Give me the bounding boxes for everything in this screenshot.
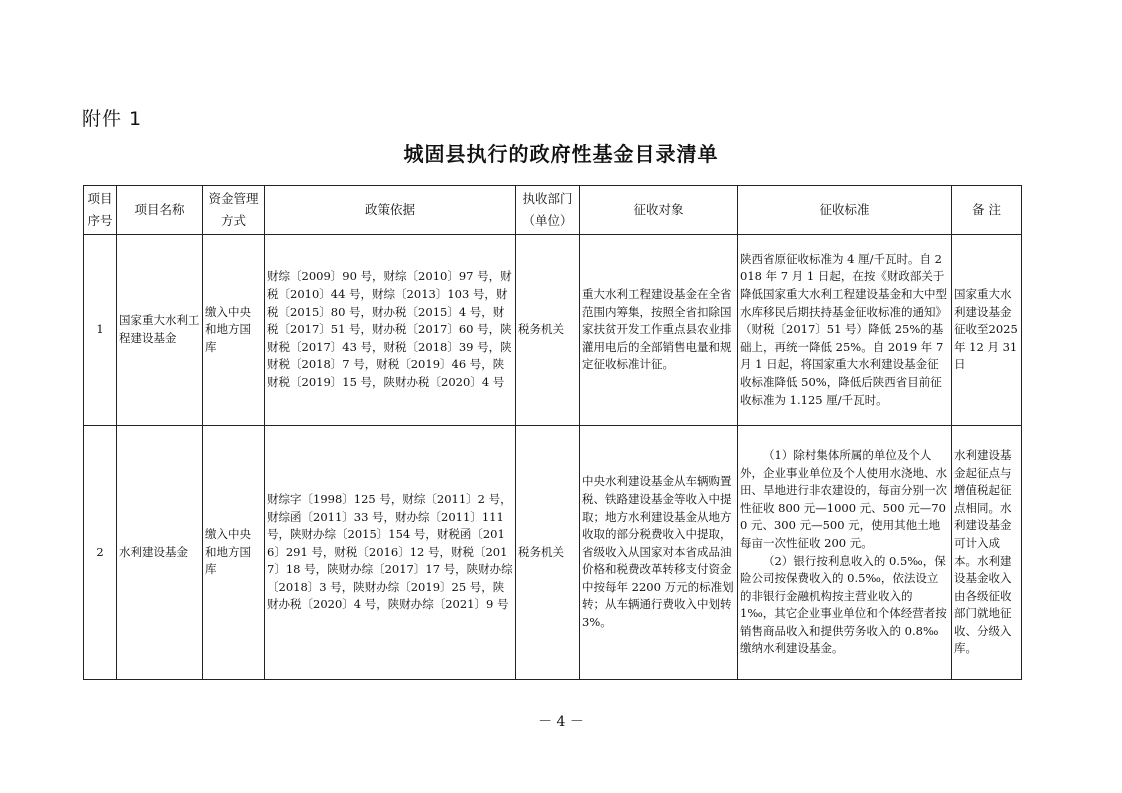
cell-basis: 财综〔2009〕90 号，财综〔2010〕97 号，财税〔2010〕44 号，财综〔2013〕103 号，财税〔2015〕80 号，财办税〔2015〕4 号，财税〔2017〕51 号，财办税〔2017〕60 号，陕财税〔2017〕43 号，财税〔2018〕39 号，陕财税〔2018〕7 号，财税〔2019〕46 号，陕财税〔2019〕15 号，陕财办税〔2020〕4 号: [265, 235, 516, 426]
header-name: 项目名称: [117, 186, 203, 235]
cell-dept: 税务机关: [516, 426, 580, 680]
standard-paragraph-2: （2）银行按利息收入的 0.5‰，保险公司按保费收入的 0.5‰，依法设立的非银行金融机构按主营业收入的 1‰，其它企业事业单位和个体经营者按销售商品收入和提供劳务收入的 0.8‰缴纳水利建设基金。: [740, 553, 947, 656]
header-dept: 执收部门（单位）: [516, 186, 580, 235]
header-remark: 备 注: [952, 186, 1022, 235]
header-mgmt: 资金管理方式: [203, 186, 265, 235]
cell-dept: 税务机关: [516, 235, 580, 426]
table-row: [84, 235, 1022, 426]
cell-remark: 水利建设基金起征点与增值税起征点相同。水利建设基金可计入成本。水利建设基金收入由各级征收部门就地征收、分级入库。: [952, 426, 1022, 680]
cell-remark: 国家重大水利建设基金征收至2025 年 12 月 31 日: [952, 235, 1022, 426]
cell-mgmt: 缴入中央和地方国库: [203, 235, 265, 426]
fund-catalog-table: [83, 185, 1022, 680]
cell-target: 重大水利工程建设基金在全省范围内筹集，按照全省扣除国家扶贫开发工作重点县农业排灌用电后的全部销售电量和规定征收标准计征。: [580, 235, 738, 426]
table-header-row: [84, 186, 1022, 235]
cell-standard: 陕西省原征收标准为 4 厘/千瓦时。自 2018 年 7 月 1 日起，在按《财政部关于降低国家重大水利工程建设基金和大中型水库移民后期扶持基金征收标准的通知》（财税〔2017〕51 号）降低 25%的基础上，再统一降低 25%。自 2019 年 7 月 1 日起，将国家重大水利建设基金征收标准降低 50%，降低后陕西省目前征收标准为 1.125 厘/千瓦时。: [738, 235, 952, 426]
header-target: 征收对象: [580, 186, 738, 235]
cell-name: 水利建设基金: [117, 426, 203, 680]
standard-paragraph-1: （1）除村集体所属的单位及个人外，企业事业单位及个人使用水浇地、水田、旱地进行非农建设的，每亩分别一次性征收 800 元—1000 元、500 元—700 元、300 元—500 元，使用其他土地每亩一次性征收 200 元。: [740, 447, 947, 550]
header-basis: 政策依据: [265, 186, 516, 235]
header-seq: 项目序号: [84, 186, 117, 235]
header-standard: 征收标准: [738, 186, 952, 235]
cell-mgmt: 缴入中央和地方国库: [203, 426, 265, 680]
cell-seq: 1: [84, 235, 117, 426]
cell-target: 中央水利建设基金从车辆购置税、铁路建设基金等收入中提取；地方水利建设基金从地方收取的部分税费收入中提取，省级收入从国家对本省成品油价格和税费改革转移支付资金中按每年 2200 万元的标准划转；从车辆通行费收入中划转 3%。: [580, 426, 738, 680]
cell-name: 国家重大水利工程建设基金: [117, 235, 203, 426]
cell-standard: [738, 426, 952, 680]
cell-seq: 2: [84, 426, 117, 680]
attachment-label: 附件 1: [82, 108, 143, 130]
document-title: 城固县执行的政府性基金目录清单: [403, 142, 719, 166]
page-number: － 4 －: [538, 714, 584, 730]
cell-basis: 财综字〔1998〕125 号，财综〔2011〕2 号，财综函〔2011〕33 号，财办综〔2011〕111号，陕财办综〔2015〕154 号，财税函〔2016〕291 号，财税〔2016〕12 号，财税〔2017〕18 号，陕财办综〔2017〕17 号，陕财办综〔2018〕3 号，陕财办综〔2019〕25 号，陕财办税〔2020〕4 号，陕财办综〔2021〕9 号: [265, 426, 516, 680]
table-row: [84, 426, 1022, 680]
